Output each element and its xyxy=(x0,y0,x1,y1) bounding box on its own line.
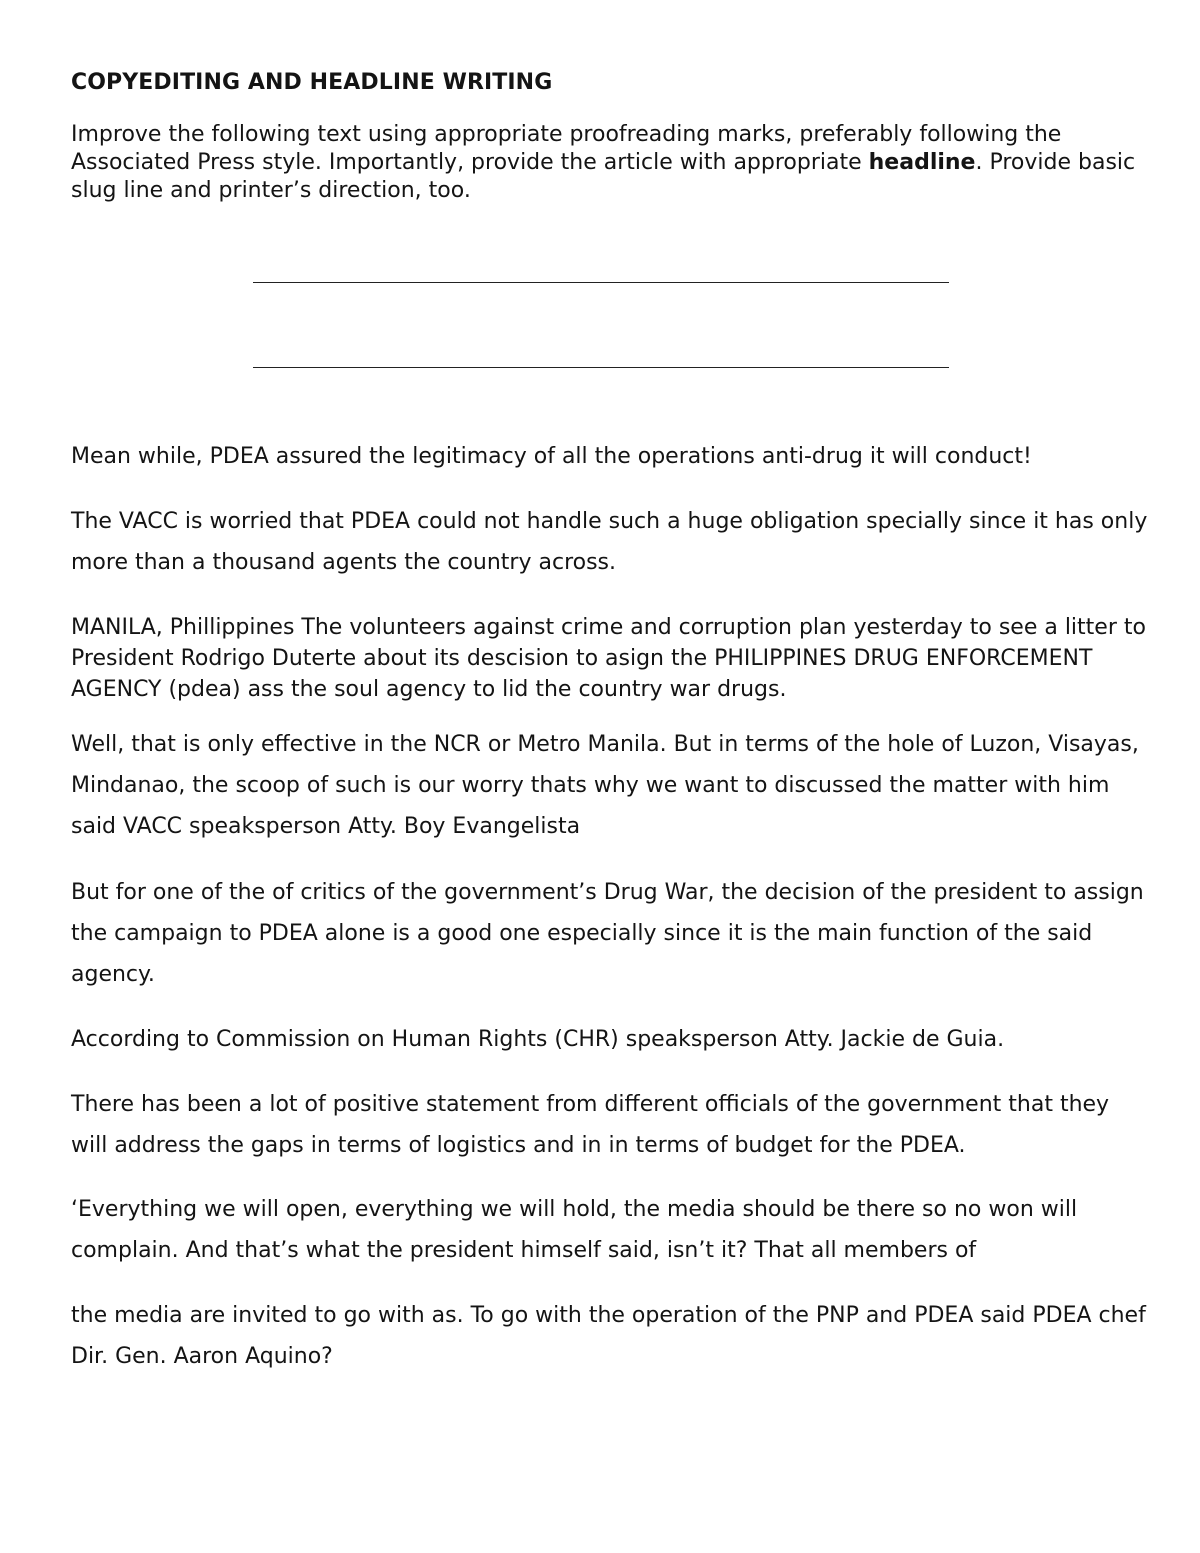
headline-blank-line-2 xyxy=(253,367,949,368)
article-paragraph-7: There has been a lot of positive statement from different officials of the government that they will address the gaps in terms of logistics and in in terms of budget for the PDEA. xyxy=(71,1092,1110,1158)
instructions-bold-word: headline xyxy=(868,150,976,175)
article-paragraph-8: ‘Everything we will open, everything we will hold, the media should be there so no won will complain. And that’s what the president himself said, isn’t it? That all members of xyxy=(71,1197,1078,1263)
article-paragraph-5: But for one of the of critics of the government’s Drug War, the decision of the president to assign the campaign to PDEA alone is a good one especially since it is the main function of the said agency. xyxy=(71,880,1144,987)
article-paragraph-4: Well, that is only effective in the NCR or Metro Manila. But in terms of the hole of Luzon, Visayas, Mindanao, the scoop of such is our worry thats why we want to discussed the matter with him said VACC speaksperson Atty. Boy Evangelista xyxy=(71,732,1139,839)
headline-blank-line-1 xyxy=(253,282,949,283)
article-paragraph-6: According to Commission on Human Rights (CHR) speaksperson Atty. Jackie de Guia. xyxy=(71,1027,1005,1052)
instructions-text-end: . Provide basic slug line and printer’s direction, too. xyxy=(71,150,1136,203)
instructions-text: Improve the following text using appropriate proofreading marks, preferably following the Associated Press style. Importantly, provide the article with appropriate xyxy=(71,122,1062,175)
article-paragraph-3: MANILA, Phillippines The volunteers against crime and corruption plan yesterday to see a litter to President Rodrigo Duterte about its descision to asign the PHILIPPINES DRUG ENFORCEMENT AGENCY (pdea) ass the soul agency to lid the country war drugs. xyxy=(71,615,1146,702)
document-title: COPYEDITING AND HEADLINE WRITING xyxy=(71,70,553,95)
article-paragraph-9: the media are invited to go with as. To go with the operation of the PNP and PDEA said PDEA chef Dir. Gen. Aaron Aquino? xyxy=(71,1303,1146,1369)
article-paragraph-1: Mean while, PDEA assured the legitimacy of all the operations anti-drug it will conduct! xyxy=(71,444,1032,469)
article-paragraph-2: The VACC is worried that PDEA could not handle such a huge obligation specially since it has only more than a thousand agents the country across. xyxy=(71,509,1148,575)
instructions-paragraph xyxy=(71,121,1151,205)
